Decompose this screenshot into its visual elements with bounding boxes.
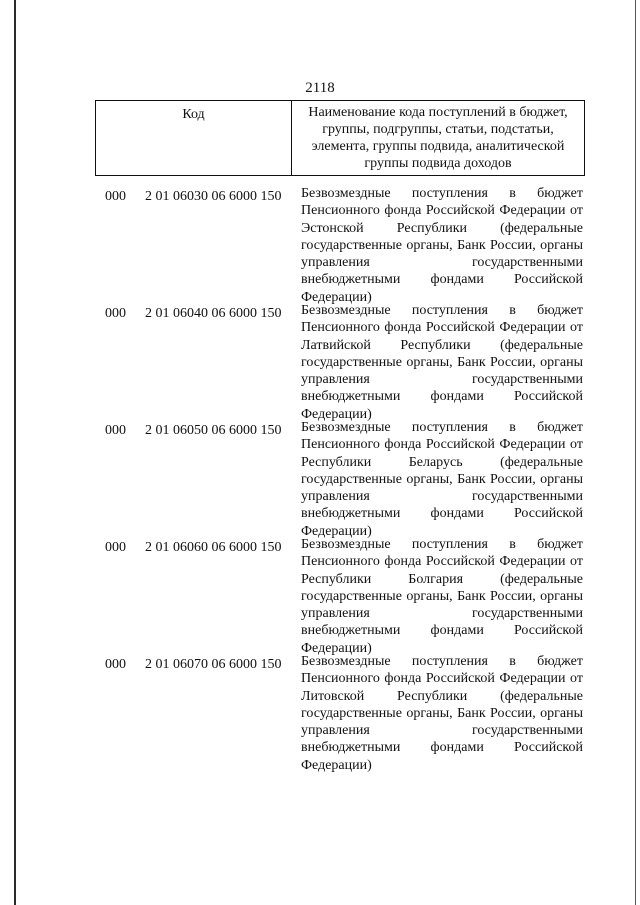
admin-code: 000 bbox=[105, 540, 126, 555]
admin-code: 000 bbox=[105, 189, 126, 204]
table-header bbox=[95, 100, 585, 176]
admin-code: 000 bbox=[105, 657, 126, 672]
revenue-code: 2 01 06060 06 6000 150 bbox=[145, 540, 282, 555]
revenue-code: 2 01 06030 06 6000 150 bbox=[145, 189, 282, 204]
admin-code: 000 bbox=[105, 423, 126, 438]
header-code-label: Код bbox=[96, 101, 292, 175]
revenue-code: 2 01 06040 06 6000 150 bbox=[145, 306, 282, 321]
scan-edge-right bbox=[635, 0, 636, 905]
revenue-name: Безвозмездные поступления в бюджет Пенсионного фонда Российской Федерации от Латвийской Республики (федеральные государственные органы, Банк России, органы управления государственными внебюджетными фондами Российской Федерации) bbox=[301, 303, 583, 422]
revenue-code: 2 01 06070 06 6000 150 bbox=[145, 657, 282, 672]
scan-edge-left bbox=[14, 0, 16, 905]
revenue-name: Безвозмездные поступления в бюджет Пенсионного фонда Российской Федерации от Республики Беларусь (федеральные государственные органы, Банк России, органы управления государственными внебюджетными фондами Российской Федерации) bbox=[301, 420, 583, 539]
page-number: 2118 bbox=[305, 80, 335, 96]
revenue-name: Безвозмездные поступления в бюджет Пенсионного фонда Российской Федерации от Эстонской Республики (федеральные государственные органы, Банк России, органы управления государственными внебюджетными фондами Российской Федерации) bbox=[301, 186, 583, 305]
revenue-name: Безвозмездные поступления в бюджет Пенсионного фонда Российской Федерации от Литовской Республики (федеральные государственные органы, Банк России, органы управления государственными внебюджетными фондами Российской Федерации) bbox=[301, 654, 583, 773]
revenue-code: 2 01 06050 06 6000 150 bbox=[145, 423, 282, 438]
header-name-label: Наименование кода поступлений в бюджет, группы, подгруппы, статьи, подстатьи, элемента, группы подвида, аналитической группы подвида доходов bbox=[308, 105, 568, 171]
revenue-name: Безвозмездные поступления в бюджет Пенсионного фонда Российской Федерации от Республики Болгария (федеральные государственные органы, Банк России, органы управления государственными внебюджетными фондами Российской Федерации) bbox=[301, 537, 583, 656]
admin-code: 000 bbox=[105, 306, 126, 321]
